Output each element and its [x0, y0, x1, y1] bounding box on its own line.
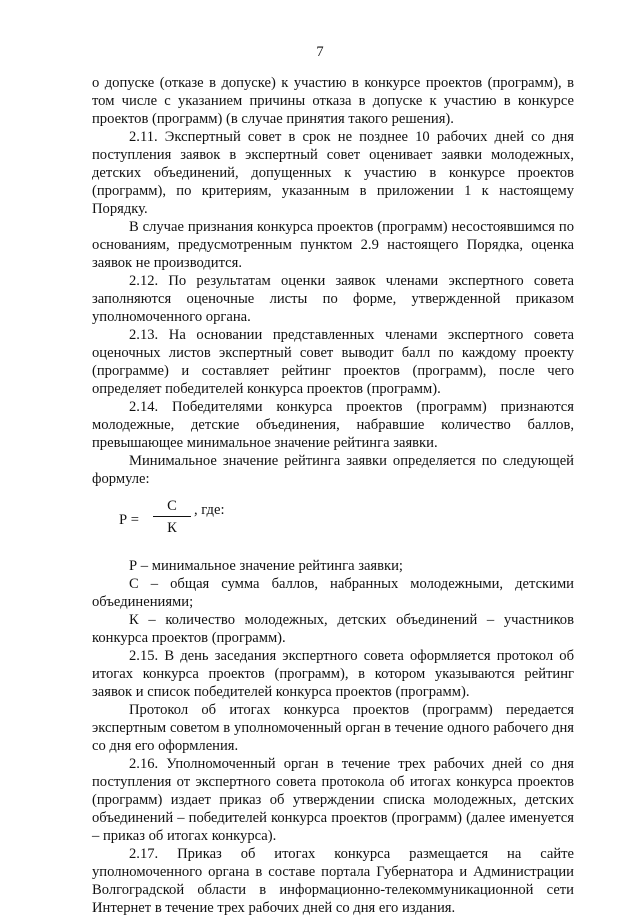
- document-body: [92, 74, 574, 917]
- formula-numerator: С: [167, 498, 177, 514]
- paragraph-2-14: 2.14. Победителями конкурса проектов (программ) признаются молодежные, детские объединения, набравшие количество баллов, превышающее минимальное значение рейтинга заявки.: [92, 399, 574, 451]
- page-number: 7: [316, 44, 324, 60]
- formula-legend-c: С – общая сумма баллов, набранных молодежными, детскими объединениями;: [92, 576, 574, 610]
- formula-denominator: К: [167, 520, 177, 536]
- paragraph-2-12: 2.12. По результатам оценки заявок членами экспертного совета заполняются оценочные листы по форме, утвержденной приказом уполномоченного органа.: [92, 273, 574, 325]
- paragraph-2-15: 2.15. В день заседания экспертного совета оформляется протокол об итогах конкурса проектов (программ), в котором указываются рейтинг заявок и список победителей конкурса проектов (программ).: [92, 648, 574, 700]
- formula-lhs: Р =: [119, 512, 139, 528]
- paragraph-2-11: 2.11. Экспертный совет в срок не позднее 10 рабочих дней со дня поступления заявок в экспертный совет оценивает заявки молодежных, детских объединений, допущенных к участию в конкурсе проектов (программ), по критериям, указанным в приложении 1 к настоящему Порядку.: [92, 129, 574, 217]
- paragraph-2-13: 2.13. На основании представленных членами экспертного совета оценочных листов экспертный совет выводит балл по каждому проекту (программе) и составляет рейтинг проектов (программ), после чего определяет победителей конкурса проектов (программ).: [92, 327, 574, 397]
- paragraph-2-17: 2.17. Приказ об итогах конкурса размещается на сайте уполномоченного органа в составе портала Губернатора и Администрации Волгоградской области в информационно-телекоммуникационной сети Интернет в течение трех рабочих дней со дня его издания.: [92, 846, 574, 916]
- paragraph: о допуске (отказе в допуске) к участию в конкурсе проектов (программ), в том числе с указанием причины отказа в допуске к участию в конкурсе проектов (программ) (в случае принятия такого решения).: [92, 75, 574, 127]
- paragraph: Протокол об итогах конкурса проектов (программ) передается экспертным советом в уполномоченный орган в течение одного рабочего дня со дня его оформления.: [92, 702, 574, 754]
- formula-legend-p: Р – минимальное значение рейтинга заявки;: [129, 558, 403, 574]
- paragraph: В случае признания конкурса проектов (программ) несостоявшимся по основаниям, предусмотренным пунктом 2.9 настоящего Порядка, оценка заявок не производится.: [92, 219, 574, 271]
- rating-formula: [92, 497, 574, 543]
- formula-legend-k: К – количество молодежных, детских объединений – участников конкурса проектов (программ).: [92, 612, 574, 646]
- fraction-bar: [153, 516, 191, 517]
- formula-tail: , где:: [194, 502, 225, 518]
- paragraph: Минимальное значение рейтинга заявки определяется по следующей формуле:: [92, 453, 574, 487]
- formula-fraction: [153, 497, 191, 537]
- paragraph-2-16: 2.16. Уполномоченный орган в течение трех рабочих дней со дня поступления от экспертного совета протокола об итогах конкурса проектов (программ) издает приказ об утверждении списка молодежных, детских объединений – победителей конкурса проектов (программ) (далее именуется – приказ об итогах конкурса).: [92, 756, 574, 844]
